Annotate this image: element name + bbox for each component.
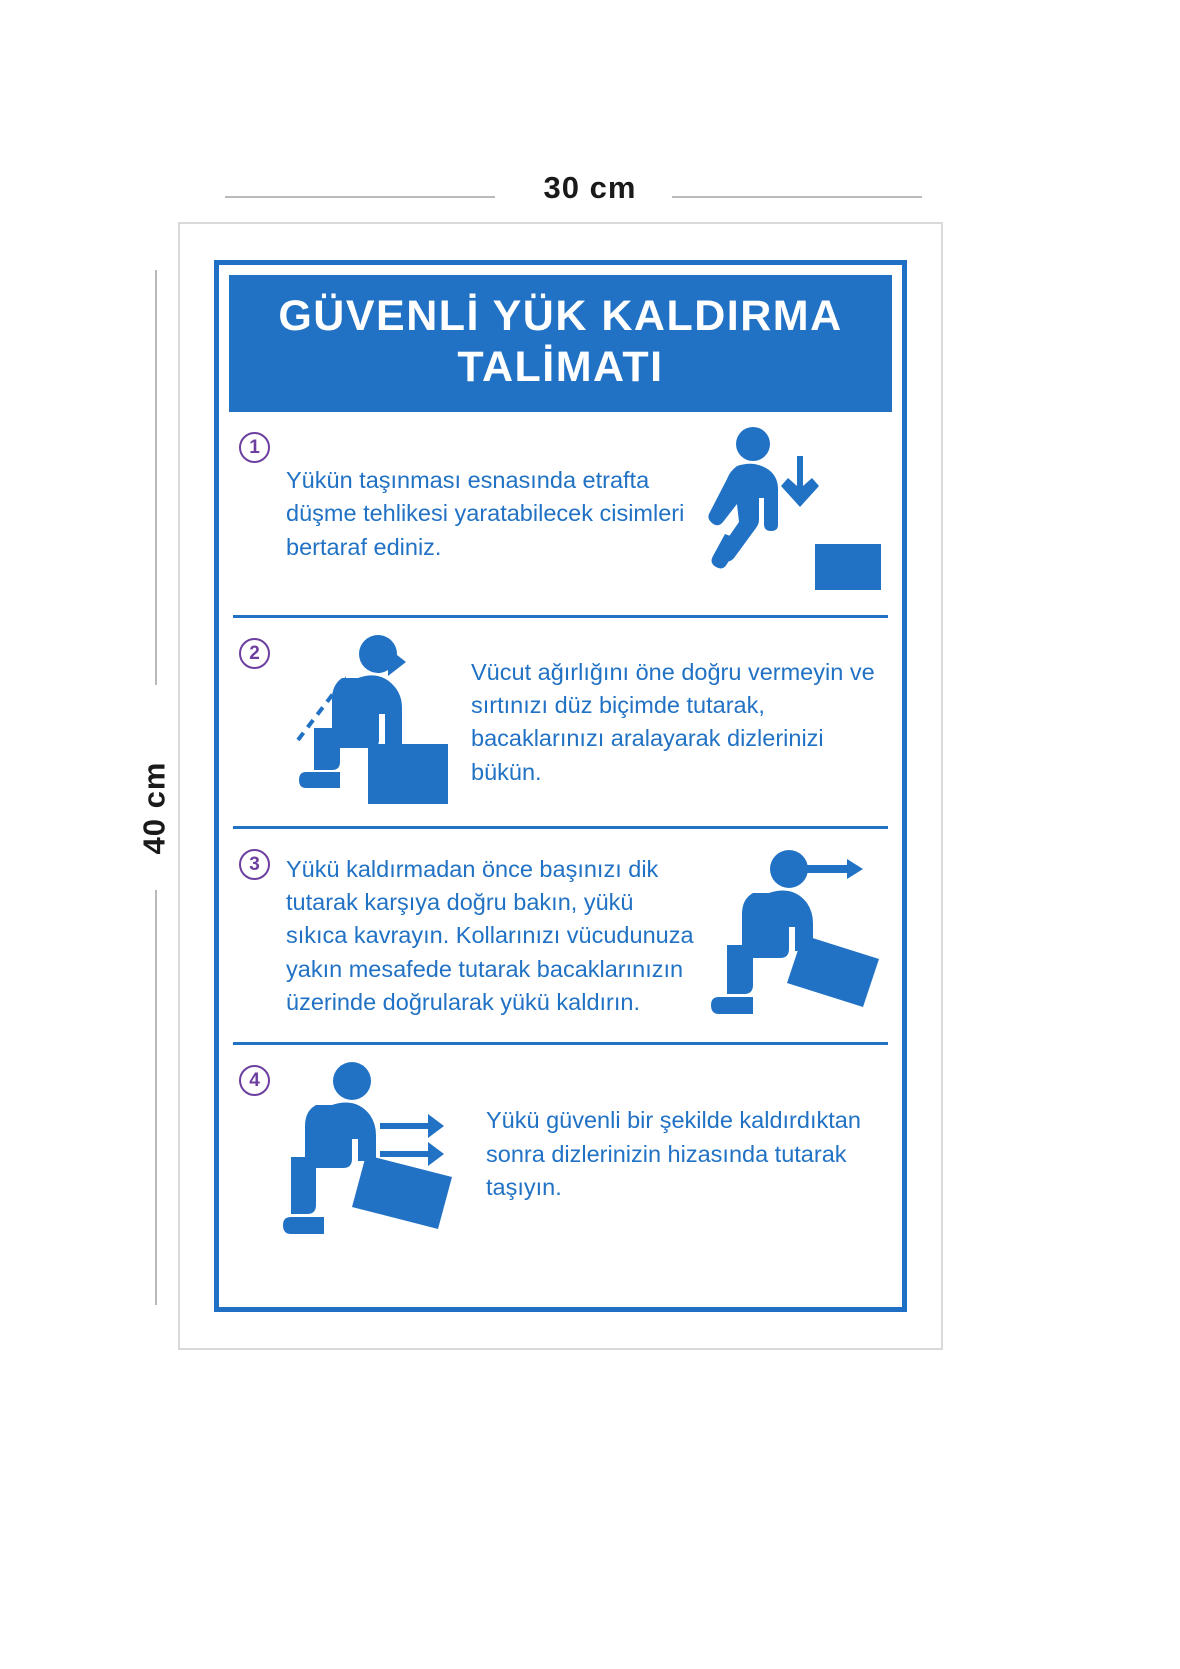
step-text: Vücut ağırlığını öne doğru vermeyin ve sırtınızı düz biçimde tutarak, bacaklarınızı aralayarak dizlerinizi bükün. [471,658,875,785]
worker-clearing-obstacle-icon [697,426,882,601]
height-dimension-label: 40 cm [136,761,172,855]
step-text: Yükün taşınması esnasında etrafta düşme tehlikesi yaratabilecek cisimleri bertaraf ediniz. [286,466,685,560]
width-dimension-label: 30 cm [543,170,637,205]
page-title-line-2: TALİMATI [457,342,664,391]
step-number-badge: 4 [239,1065,270,1096]
safety-sign [178,222,943,1350]
instruction-step [233,412,888,615]
page-title-line-1: GÜVENLİ YÜK KALDIRMA [278,292,843,340]
step-number-column [239,1059,270,1096]
instruction-step [233,1042,888,1263]
instruction-steps [229,412,892,1263]
worker-carrying-load-icon [280,1059,470,1249]
instruction-step [233,826,888,1042]
step-text: Yükü kaldırmadan önce başınızı dik tutarak karşıya doğru bakın, yükü sıkıca kavrayın. Kollarınızı vücudunuza yakın mesafede tutarak bacaklarınızın üzerinde doğrularak yükü kaldırın. [286,855,694,1015]
step-number-badge: 2 [239,638,270,669]
width-dimension-line-left [225,196,495,198]
step-number-column [239,426,270,463]
worker-bending-knees-icon [280,632,455,812]
sign-title-band [229,275,892,412]
step-number-badge: 3 [239,849,270,880]
height-dimension-line-bottom [155,890,157,1305]
step-number-badge: 1 [239,432,270,463]
step-number-column [239,632,270,669]
worker-gripping-load-icon [707,843,882,1028]
height-dimension-line-top [155,270,157,685]
step-text: Yükü güvenli bir şekilde kaldırdıktan sonra dizlerinizin hizasında tutarak taşıyın. [486,1107,861,1201]
step-number-column [239,843,270,880]
width-dimension-line-right [672,196,922,198]
sign-inner-border [214,260,907,1312]
instruction-step [233,615,888,826]
